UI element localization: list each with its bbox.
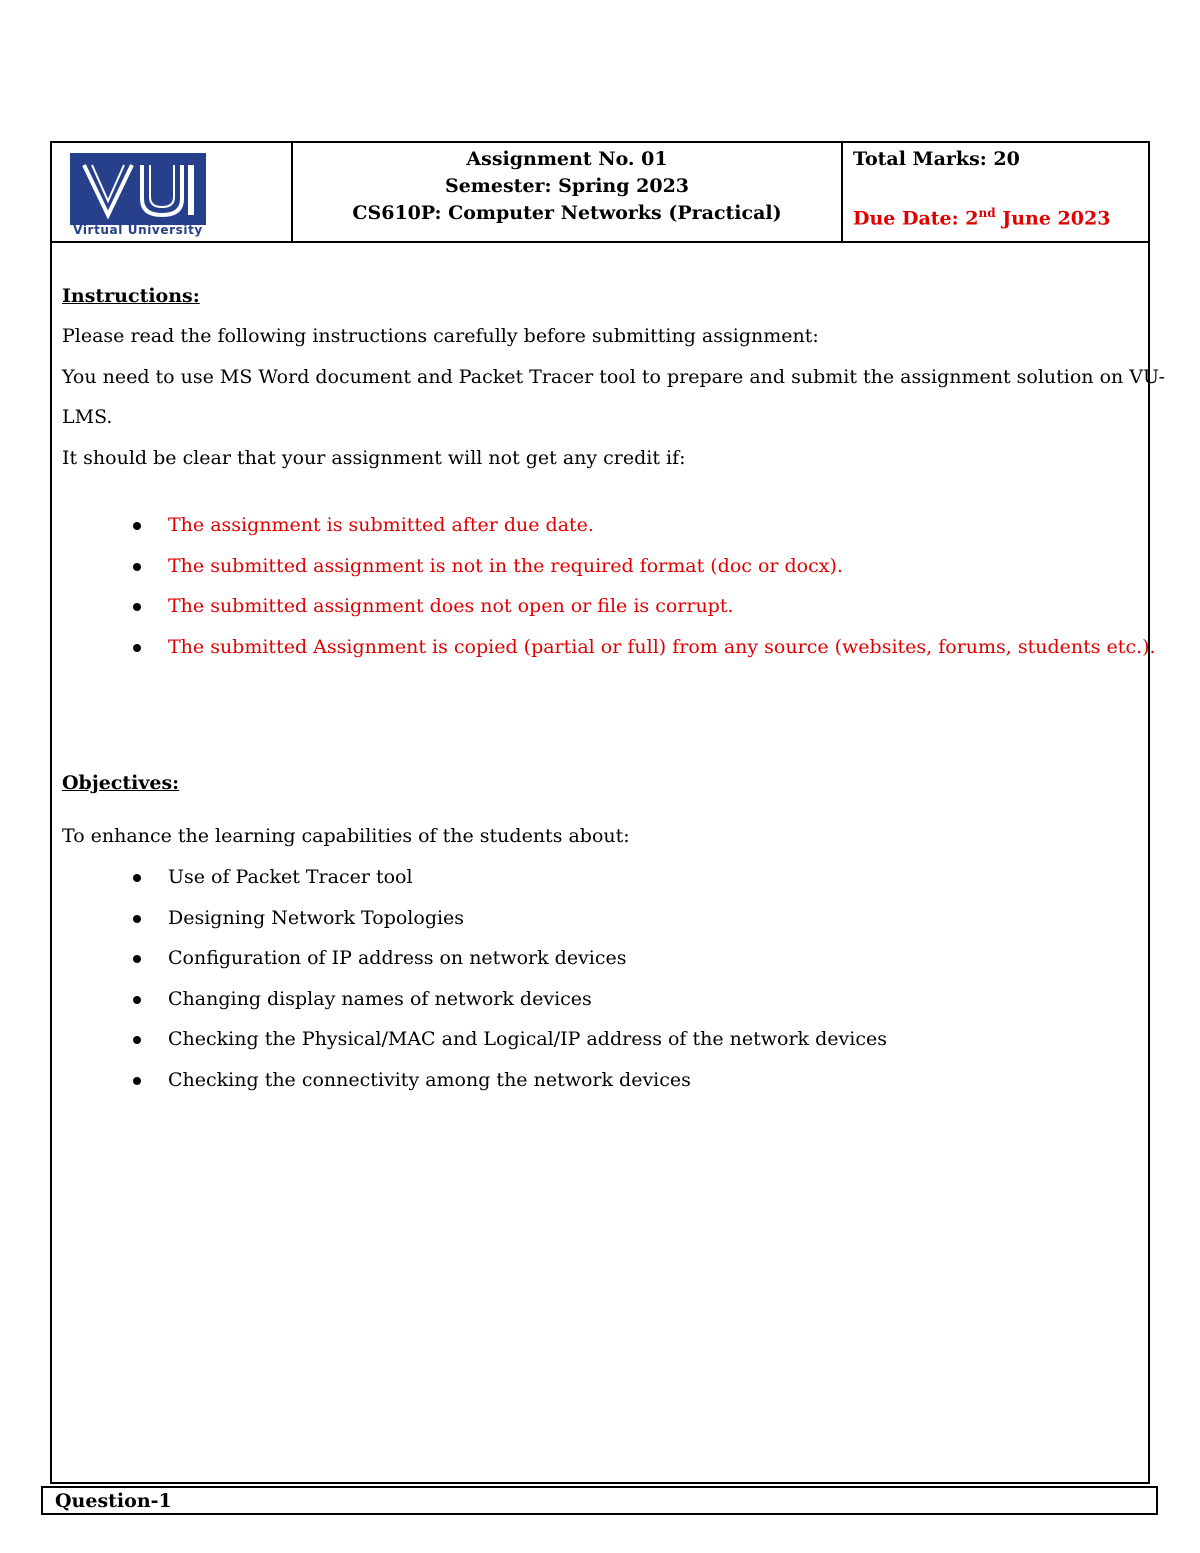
list-item <box>130 513 1156 554</box>
logo-cell <box>52 143 293 241</box>
bullet-icon <box>133 1077 141 1085</box>
instruction-line: Please read the following instructions carefully before submitting assignment: <box>62 325 819 347</box>
due-date <box>853 201 1110 230</box>
course-title: CS610P: Computer Networks (Practical) <box>352 202 782 224</box>
list-item-text: The assignment is submitted after due date. <box>168 514 594 536</box>
credit-conditions-list <box>130 513 1156 675</box>
list-item <box>130 987 887 1028</box>
instruction-line: LMS. <box>62 406 113 428</box>
due-date-ordinal: nd <box>978 206 996 220</box>
objectives-heading: Objectives: <box>62 772 180 794</box>
logo-caption: Virtual University <box>73 223 203 237</box>
list-item-text: Configuration of IP address on network devices <box>168 947 627 970</box>
bullet-icon <box>133 1036 141 1044</box>
vu-logo-mark <box>70 153 206 225</box>
due-date-prefix: Due Date: 2 <box>853 207 979 230</box>
due-date-suffix: June 2023 <box>995 207 1111 230</box>
assignment-number: Assignment No. 01 <box>466 148 668 170</box>
list-item <box>130 594 1156 635</box>
list-item <box>130 635 1156 676</box>
list-item <box>130 865 887 906</box>
list-item <box>130 1068 887 1109</box>
question-header <box>41 1486 1158 1515</box>
list-item-text: Changing display names of network devices <box>168 987 592 1010</box>
total-marks: Total Marks: 20 <box>853 148 1020 170</box>
list-item-text: The submitted Assignment is copied (partial or full) from any source (websites, forums, students etc.). <box>168 635 1156 658</box>
objectives-list <box>130 865 887 1109</box>
title-cell <box>293 143 843 241</box>
header-table <box>52 143 1148 243</box>
bullet-icon <box>133 644 141 652</box>
bullet-icon <box>133 603 141 611</box>
question-label: Question-1 <box>55 1490 172 1512</box>
list-item-text: Use of Packet Tracer tool <box>168 866 413 888</box>
instruction-line: It should be clear that your assignment will not get any credit if: <box>62 447 686 469</box>
instruction-line: You need to use MS Word document and Packet Tracer tool to prepare and submit the assignment solution on VU- <box>62 366 1166 388</box>
semester: Semester: Spring 2023 <box>444 175 690 197</box>
objectives-intro: To enhance the learning capabilities of the students about: <box>62 825 630 847</box>
list-item <box>130 554 1156 595</box>
instructions-heading: Instructions: <box>62 285 200 307</box>
bullet-icon <box>133 874 141 882</box>
bullet-icon <box>133 563 141 571</box>
list-item-text: The submitted assignment is not in the required format (doc or docx). <box>168 554 843 577</box>
bullet-icon <box>133 955 141 963</box>
bullet-icon <box>133 915 141 923</box>
bullet-icon <box>133 996 141 1004</box>
list-item-text: The submitted assignment does not open or file is corrupt. <box>168 595 734 618</box>
bullet-icon <box>133 522 141 530</box>
list-item <box>130 946 887 987</box>
list-item-text: Designing Network Topologies <box>168 906 465 929</box>
list-item <box>130 1027 887 1068</box>
marks-cell <box>843 143 1148 241</box>
list-item <box>130 906 887 947</box>
vu-logo <box>70 153 206 225</box>
list-item-text: Checking the connectivity among the network devices <box>168 1068 691 1091</box>
list-item-text: Checking the Physical/MAC and Logical/IP address of the network devices <box>168 1028 887 1051</box>
